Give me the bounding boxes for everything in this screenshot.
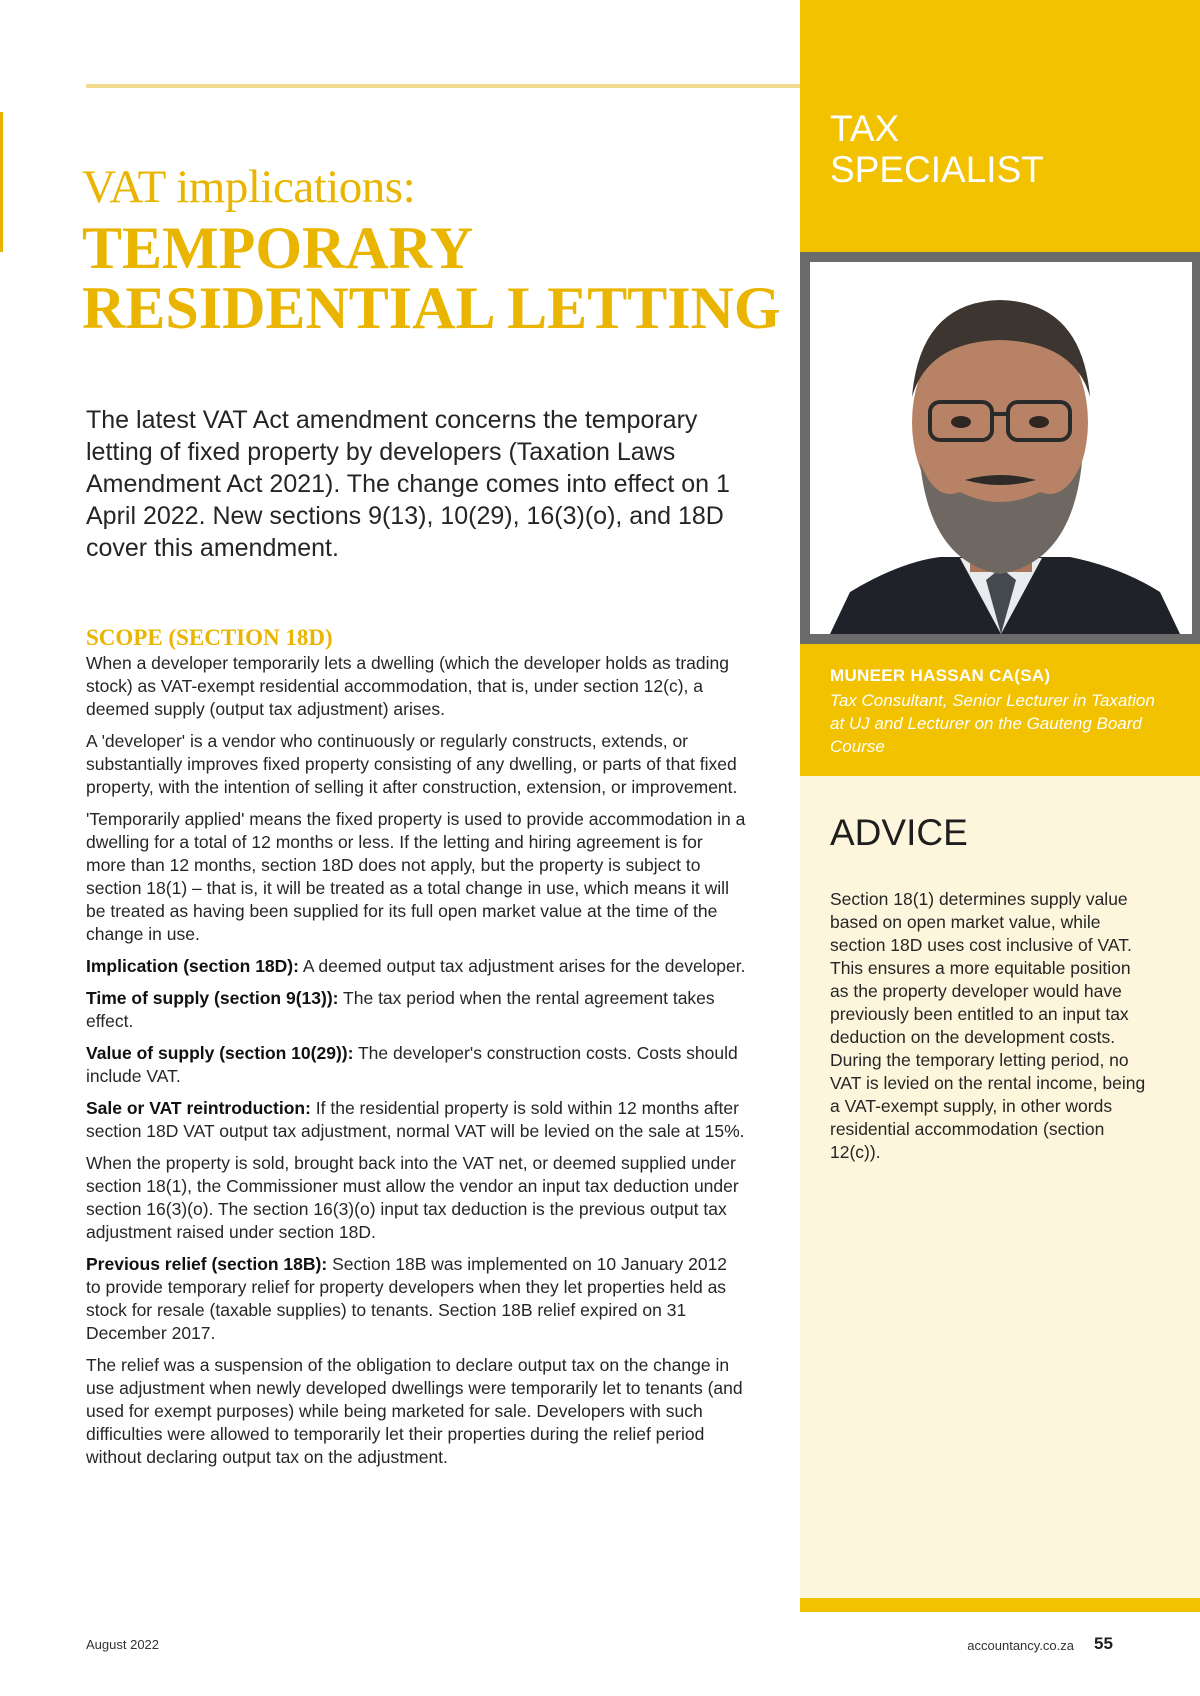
article-headline: [82, 160, 782, 341]
implication-label: Implication (section 18D):: [86, 956, 299, 976]
author-photo: [810, 262, 1192, 634]
implication-text: A deemed output tax adjustment arises for the developer.: [298, 956, 746, 976]
headline-title: TEMPORARY RESIDENTIAL LETTING: [82, 215, 781, 341]
intro-paragraph: The latest VAT Act amendment concerns the temporary letting of fixed property by developers (Taxation Laws Amendment Act 2021). The change comes into effect on 1 April 2022. New sections 9(13), 10(29), 16(3)(o), and 18D cover this amendment.: [86, 406, 730, 562]
photo-frame: [800, 252, 1200, 644]
top-rule: [86, 84, 800, 88]
paragraph: A 'developer' is a vendor who continuously or regularly constructs, extends, or substantially improves fixed property consisting of any dwelling, or parts of that fixed property, with the intention of selling it after construction, extension, or improvement.: [86, 731, 738, 797]
headline-kicker: VAT implications:: [82, 161, 416, 213]
author-name: MUNEER HASSAN CA(SA): [830, 666, 1051, 685]
previous-relief-text: Section 18B was implemented on 10 January 2012 to provide temporary relief for property developers when they let properties held as stock for resale (taxable supplies) to tenants. Section 18B relief expired on 31 December 2017.: [86, 1254, 728, 1343]
advice-heading: ADVICE: [830, 812, 968, 853]
previous-relief-paragraph: [86, 1253, 746, 1345]
value-of-supply-paragraph: [86, 1042, 746, 1088]
value-of-supply-text: The developer's construction costs. Costs should include VAT.: [86, 1043, 738, 1086]
implication-paragraph: [86, 955, 746, 978]
page-number: 55: [1094, 1634, 1113, 1653]
sidebar-bottom-bar: [800, 1598, 1200, 1612]
author-portrait-image: [810, 262, 1192, 634]
author-title: Tax Consultant, Senior Lecturer in Taxation at UJ and Lecturer on the Gauteng Board Course: [830, 691, 1155, 756]
advice-text: Section 18(1) determines supply value based on open market value, while section 18D uses cost inclusive of VAT. This ensures a more equitable position as the property developer would have previously been entitled to an input tax deduction on the development costs. During the temporary letting period, no VAT is levied on the rental income, being a VAT-exempt supply, in other words residential accommodation (section 12(c)).: [830, 889, 1146, 1162]
time-of-supply-text: The tax period when the rental agreement takes effect.: [86, 988, 715, 1031]
left-edge-bar: [0, 112, 3, 252]
footer-url: accountancy.co.za: [967, 1638, 1074, 1653]
sidebar: [800, 0, 1200, 1612]
sidebar-header: [800, 0, 1200, 252]
value-of-supply-label: Value of supply (section 10(29)):: [86, 1043, 354, 1063]
paragraph: When a developer temporarily lets a dwelling (which the developer holds as trading stock) as VAT-exempt residential accommodation, that is, under section 12(c), a deemed supply (output tax adjustment) arises.: [86, 653, 729, 719]
footer-date: August 2022: [86, 1637, 160, 1652]
sale-text: If the residential property is sold within 12 months after section 18D VAT output tax adjustment, normal VAT will be levied on the sale at 15%.: [86, 1098, 745, 1141]
paragraph: The relief was a suspension of the obligation to declare output tax on the change in use adjustment when newly developed dwellings were temporarily let to tenants (and used for exempt purposes) while being marketed for sale. Developers with such difficulties were allowed to temporarily let their properties during the relief period without declaring output tax on the adjustment.: [86, 1355, 743, 1467]
paragraph: 'Temporarily applied' means the fixed property is used to provide accommodation in a dwelling for a total of 12 months or less. If the letting and hiring agreement is for more than 12 months, section 18D does not apply, but the property is subject to section 18(1) – that is, it will be treated as a total change in use, which means it will be treated as having been supplied for its full open market value at the time of the change in use.: [86, 809, 746, 944]
author-info: [800, 644, 1200, 776]
sale-label: Sale or VAT reintroduction:: [86, 1098, 311, 1118]
section-tag: TAX SPECIALIST: [830, 108, 1044, 190]
paragraph: When the property is sold, brought back into the VAT net, or deemed supplied under section 18(1), the Commissioner must allow the vendor an input tax deduction under section 16(3)(o). The section 16(3)(o) input tax deduction is the previous output tax adjustment raised under section 18D.: [86, 1153, 739, 1242]
sale-paragraph: [86, 1097, 746, 1143]
time-of-supply-paragraph: [86, 987, 746, 1033]
section-heading: SCOPE (SECTION 18D): [86, 625, 333, 650]
time-of-supply-label: Time of supply (section 9(13)):: [86, 988, 339, 1008]
article-body: [86, 626, 746, 1478]
previous-relief-label: Previous relief (section 18B):: [86, 1254, 328, 1274]
